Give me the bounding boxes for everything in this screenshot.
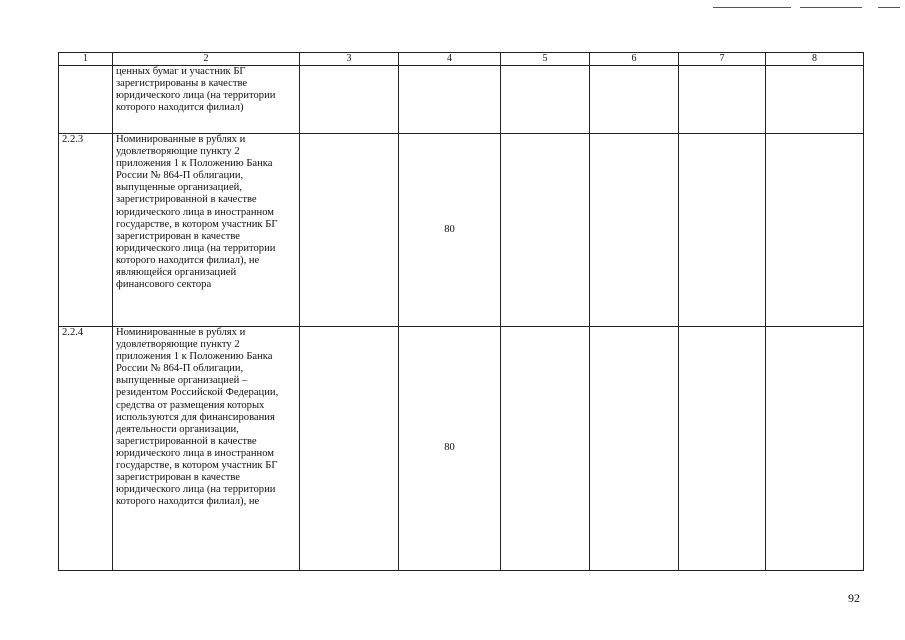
header-cell: 2	[113, 53, 300, 66]
page-number: 92	[848, 591, 860, 605]
cell-col8	[766, 134, 864, 327]
cell-col4	[399, 66, 501, 134]
cell-col8	[766, 327, 864, 571]
header-cell: 4	[399, 53, 501, 66]
top-rule-3	[878, 7, 900, 8]
header-cell: 8	[766, 53, 864, 66]
cell-col8	[766, 66, 864, 134]
cell-col6	[590, 134, 679, 327]
cell-col7	[679, 327, 766, 571]
row-number: 2.2.3	[59, 134, 113, 327]
row-number	[59, 66, 113, 134]
row-description: ценных бумаг и участник БГ зарегистрированы в качестве юридического лица (на территории которого находится филиал)	[113, 66, 300, 134]
cell-col7	[679, 134, 766, 327]
row-description: Номинированные в рублях и удовлетворяющие пункту 2 приложения 1 к Положению Банка России № 864-П облигации, выпущенные организацией, зарегистрированной в качестве юридического лица в иностранном государстве, в котором участник БГ зарегистрирован в качестве юридического лица (на территории которого находится филиал), не являющейся организацией финансового сектора	[113, 134, 300, 327]
header-cell: 7	[679, 53, 766, 66]
table-header-row	[59, 53, 864, 66]
cell-col3	[300, 66, 399, 134]
cell-col3	[300, 134, 399, 327]
cell-col5	[501, 327, 590, 571]
data-table	[58, 52, 864, 571]
table-row	[59, 66, 864, 134]
cell-col7	[679, 66, 766, 134]
cell-col4: 80	[399, 134, 501, 327]
row-number: 2.2.4	[59, 327, 113, 571]
cell-col6	[590, 66, 679, 134]
header-cell: 6	[590, 53, 679, 66]
header-cell: 1	[59, 53, 113, 66]
header-cell: 5	[501, 53, 590, 66]
top-rule-2	[800, 7, 862, 8]
header-cell: 3	[300, 53, 399, 66]
cell-col4: 80	[399, 327, 501, 571]
cell-col3	[300, 327, 399, 571]
cell-col5	[501, 66, 590, 134]
table-row	[59, 134, 864, 327]
cell-col5	[501, 134, 590, 327]
top-rule-1	[713, 7, 791, 8]
row-description: Номинированные в рублях и удовлетворяющие пункту 2 приложения 1 к Положению Банка России № 864-П облигации, выпущенные организацией – резидентом Российской Федерации, средства от размещения которых используются для финансирования деятельности организации, зарегистрированной в качестве юридического лица в иностранном государстве, в котором участник БГ зарегистрирован в качестве юридического лица (на территории которого находится филиал), не	[113, 327, 300, 571]
table-row	[59, 327, 864, 571]
cell-col6	[590, 327, 679, 571]
